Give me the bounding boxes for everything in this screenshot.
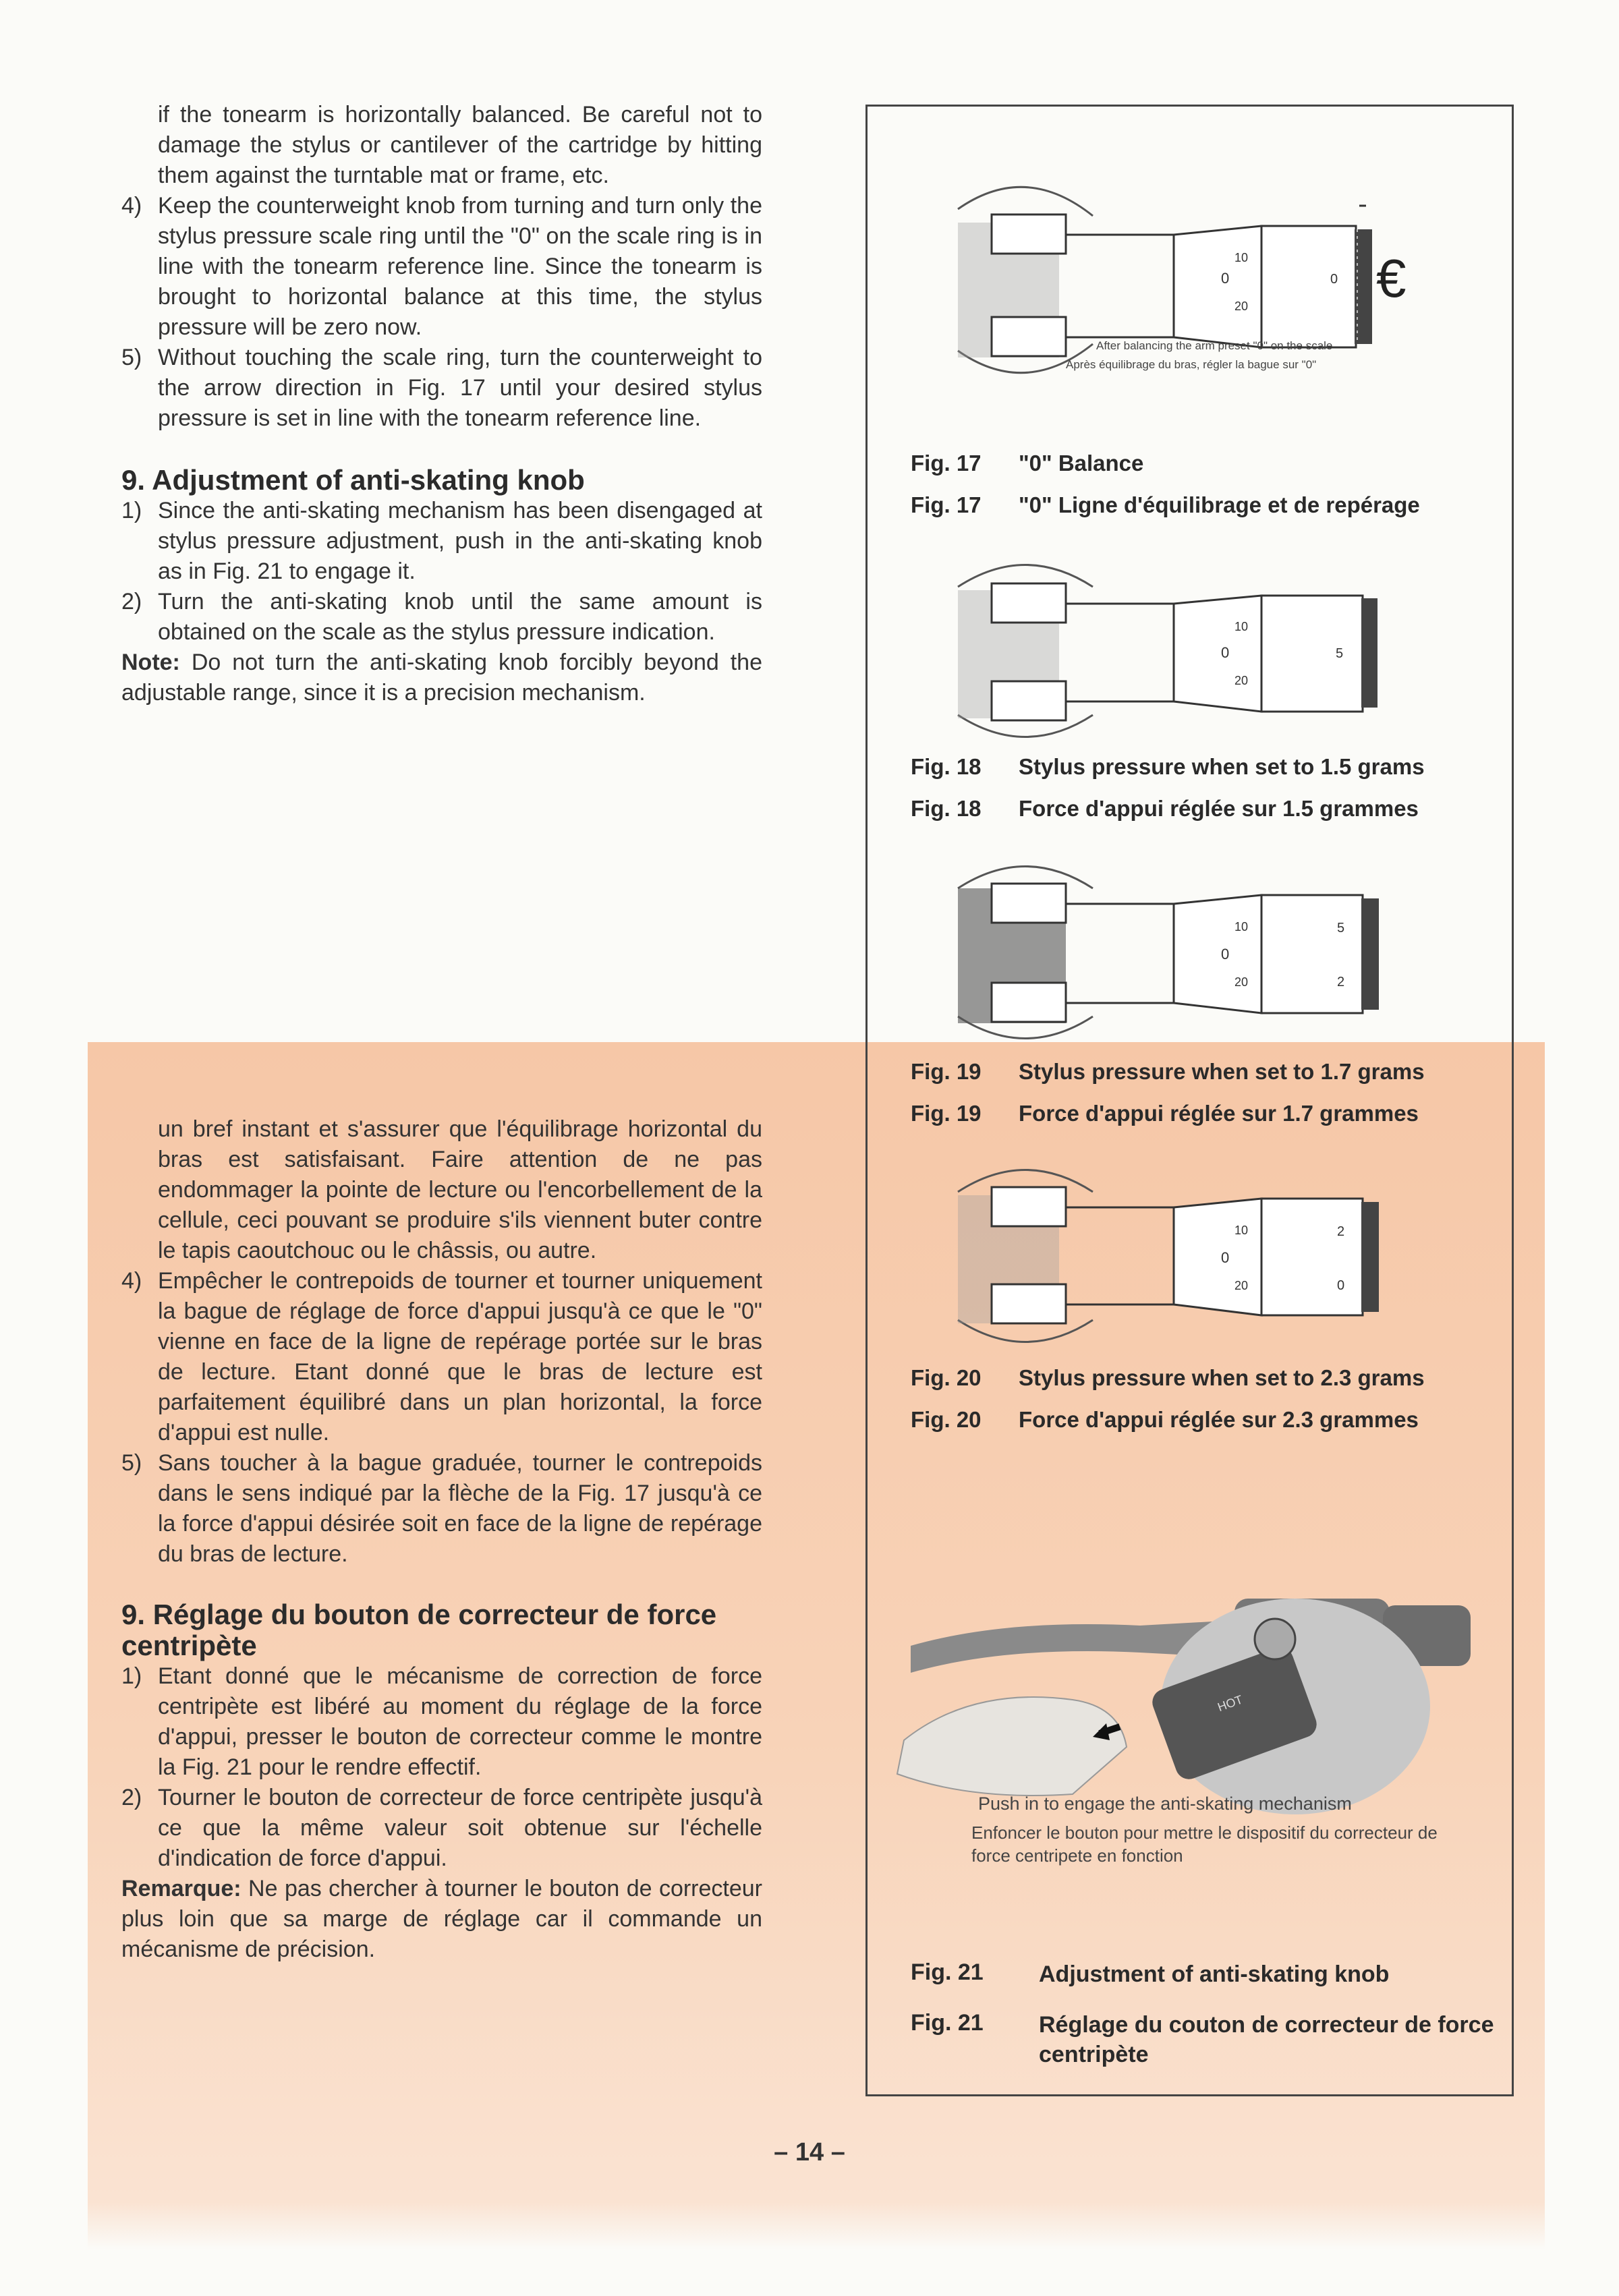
french-section-heading: 9. Réglage du bouton de correcteur de force centripète (121, 1599, 717, 1661)
fig-21-inner-en: Push in to engage the anti-skating mechanism (978, 1793, 1352, 1814)
background-fade (88, 2202, 1545, 2249)
english-section-step-1 (121, 496, 762, 587)
step-number: 2) (121, 1785, 142, 1810)
scale-mark-ten: 10 (1234, 251, 1249, 264)
scale-mark-twenty: 20 (1234, 1279, 1249, 1292)
english-section-heading: 9. Adjustment of anti-skating knob (121, 464, 585, 496)
caption-text: Adjustment of anti-skating knob (1039, 1961, 1390, 1987)
caption-text: Stylus pressure when set to 1.7 grams (1019, 1059, 1425, 1084)
caption-text: "0" Ligne d'équilibrage et de repérage (1019, 492, 1420, 517)
note-label: Note: (121, 650, 180, 675)
note-text: Ne pas chercher à tourner le bouton de correcteur plus loin que sa marge de réglage car il commande un mécanisme de précision. (121, 1876, 763, 1962)
fig-19-caption-fr (911, 1101, 1419, 1126)
fig-20-caption-fr (911, 1407, 1419, 1433)
scale-mark-twenty: 20 (1234, 299, 1249, 313)
ring-mark: 0 (1330, 272, 1338, 287)
page-number: – 14 – (774, 2138, 845, 2166)
caption-text: Force d'appui réglée sur 2.3 grammes (1019, 1407, 1419, 1432)
english-continuation: if the tonearm is horizontally balanced. Be careful not to damage the stylus or cantilever of the cartridge by hitting them against the turntable mat or frame, etc. (158, 102, 762, 188)
step-number: 5) (121, 345, 142, 370)
scale-mark-zero: 0 (1221, 1249, 1230, 1266)
scale-mark-ten: 10 (1234, 620, 1249, 633)
french-step-5 (121, 1448, 762, 1570)
scale-mark-ten: 10 (1234, 1224, 1249, 1237)
step-text: Sans toucher à la bague graduée, tourner le contrepoids dans le sens indiqué par la flèche de la Fig. 17 jusqu'à ce la force d'appui désirée soit en face de la ligne de repérage du bras de lecture. (158, 1450, 762, 1567)
caption-text: Stylus pressure when set to 1.5 grams (1019, 754, 1425, 779)
french-section-step-2 (121, 1783, 762, 1874)
figure-number: Fig. 18 (911, 796, 982, 821)
caption-text: Force d'appui réglée sur 1.7 grammes (1019, 1101, 1419, 1126)
ring-mark: 5 (1337, 921, 1345, 936)
french-text-column (121, 1114, 762, 1965)
scale-mark-zero: 0 (1221, 644, 1230, 661)
step-number: 4) (121, 193, 142, 219)
step-text: Tourner le bouton de correcteur de force centripète jusqu'à ce que la même valeur soit obtenue sur l'échelle d'indication de force d'appui. (158, 1785, 762, 1871)
scale-mark-twenty: 20 (1234, 674, 1249, 687)
fig-17-inner-fr: Après équilibrage du bras, régler la bague sur "0" (1066, 358, 1317, 371)
scale-mark-zero: 0 (1221, 946, 1230, 963)
fig-20-caption-en (911, 1365, 1425, 1391)
ring-mark: 5 (1336, 646, 1344, 661)
figure-number: Fig. 20 (911, 1407, 982, 1432)
step-text: Empêcher le contrepoids de tourner et tourner uniquement la bague de réglage de force d'appui jusqu'à ce que le "0" vienne en face de la ligne de repérage portée sur le bras de lecture. Etant donné que le bras de lecture est parfaitement équilibré dans un plan horizontal, la force d'appui est nulle. (158, 1268, 762, 1445)
english-section-step-2 (121, 587, 762, 648)
scale-mark-ten: 10 (1234, 920, 1249, 934)
rotation-arrow-icon: € (1376, 248, 1407, 308)
english-note (121, 648, 762, 708)
fig-17-caption-fr (911, 492, 1420, 518)
note-text: Do not turn the anti-skating knob forcibly beyond the adjustable range, since it is a precision mechanism. (121, 650, 762, 706)
caption-text: Stylus pressure when set to 2.3 grams (1019, 1365, 1425, 1390)
figure-number: Fig. 18 (911, 754, 982, 779)
ring-mark: 2 (1337, 975, 1345, 989)
caption-text: "0" Balance (1019, 451, 1144, 476)
fig-18-diagram (870, 550, 1504, 752)
fig-19-caption-en (911, 1059, 1425, 1085)
step-number: 4) (121, 1268, 142, 1294)
caption-text: Réglage du couton de correcteur de force centripète (1039, 2012, 1494, 2067)
step-text: Turn the anti-skating knob until the same amount is obtained on the scale as the stylus pressure indication. (158, 589, 762, 645)
fig-17-diagram (870, 182, 1504, 405)
step-text: Since the anti-skating mechanism has been disengaged at stylus pressure adjustment, push in the anti-skating knob as in Fig. 21 to engage it. (158, 498, 762, 584)
fig-21-photo (870, 1572, 1504, 1889)
scale-mark-twenty: 20 (1234, 975, 1249, 989)
french-section-step-1 (121, 1661, 762, 1783)
french-note (121, 1874, 762, 1965)
ring-mark: 0 (1337, 1278, 1345, 1293)
fig-17-inner-en: After balancing the arm preset "0" on the scale (1096, 339, 1333, 352)
figure-number: Fig. 17 (911, 492, 982, 517)
figure-number: Fig. 21 (911, 1959, 984, 1985)
french-continuation: un bref instant et s'assurer que l'équilibrage horizontal du bras est satisfaisant. Faire attention de ne pas endommager la pointe de lecture ou l'encorbellement de la cellule, ceci pouvant se produire s'ils viennent buter contre le tapis caoutchouc ou le châssis, ou autre. (158, 1116, 762, 1263)
step-number: 2) (121, 589, 142, 614)
scale-mark-zero: 0 (1221, 270, 1230, 287)
ring-mark: 2 (1337, 1224, 1345, 1239)
note-label: Remarque: (121, 1876, 242, 1901)
figure-number: Fig. 20 (911, 1365, 982, 1390)
step-number: 5) (121, 1450, 142, 1476)
step-text: Without touching the scale ring, turn the counterweight to the arrow direction in Fig. 17 until your desired stylus pressure is set in line with the tonearm reference line. (158, 345, 762, 431)
fig-18-caption-en (911, 754, 1425, 780)
figure-number: Fig. 19 (911, 1059, 982, 1084)
french-step-4 (121, 1266, 762, 1448)
english-step-5 (121, 343, 762, 434)
fig-20-diagram (870, 1155, 1504, 1357)
fig-19-diagram (870, 851, 1504, 1054)
caption-text: Force d'appui réglée sur 1.5 grammes (1019, 796, 1419, 821)
english-text-column (121, 100, 762, 708)
fig-21-caption-fr (911, 2010, 1504, 2069)
fig-18-caption-fr (911, 796, 1419, 822)
fig-17-caption-en (911, 451, 1143, 476)
knob-label: HOT (1216, 1692, 1245, 1715)
step-number: 1) (121, 498, 142, 523)
figure-number: Fig. 21 (911, 2010, 984, 2036)
english-step-4 (121, 191, 762, 343)
figure-number: Fig. 17 (911, 451, 982, 476)
step-text: Etant donné que le mécanisme de correction de force centripète est libéré au moment du réglage de la force d'appui, presser le bouton de correcteur comme le montre la Fig. 21 pour le rendre effectif. (158, 1663, 762, 1780)
fig-21-inner-fr: Enfoncer le bouton pour mettre le dispositif du correcteur de force centripete en fonction (971, 1823, 1438, 1866)
step-text: Keep the counterweight knob from turning and turn only the stylus pressure scale ring until the "0" on the scale ring is in line with the tonearm reference line. Since the tonearm is brought to horizontal balance at this time, the stylus pressure will be zero now. (158, 193, 762, 340)
step-number: 1) (121, 1663, 142, 1689)
fig-21-caption-en (911, 1959, 1504, 1989)
figure-number: Fig. 19 (911, 1101, 982, 1126)
